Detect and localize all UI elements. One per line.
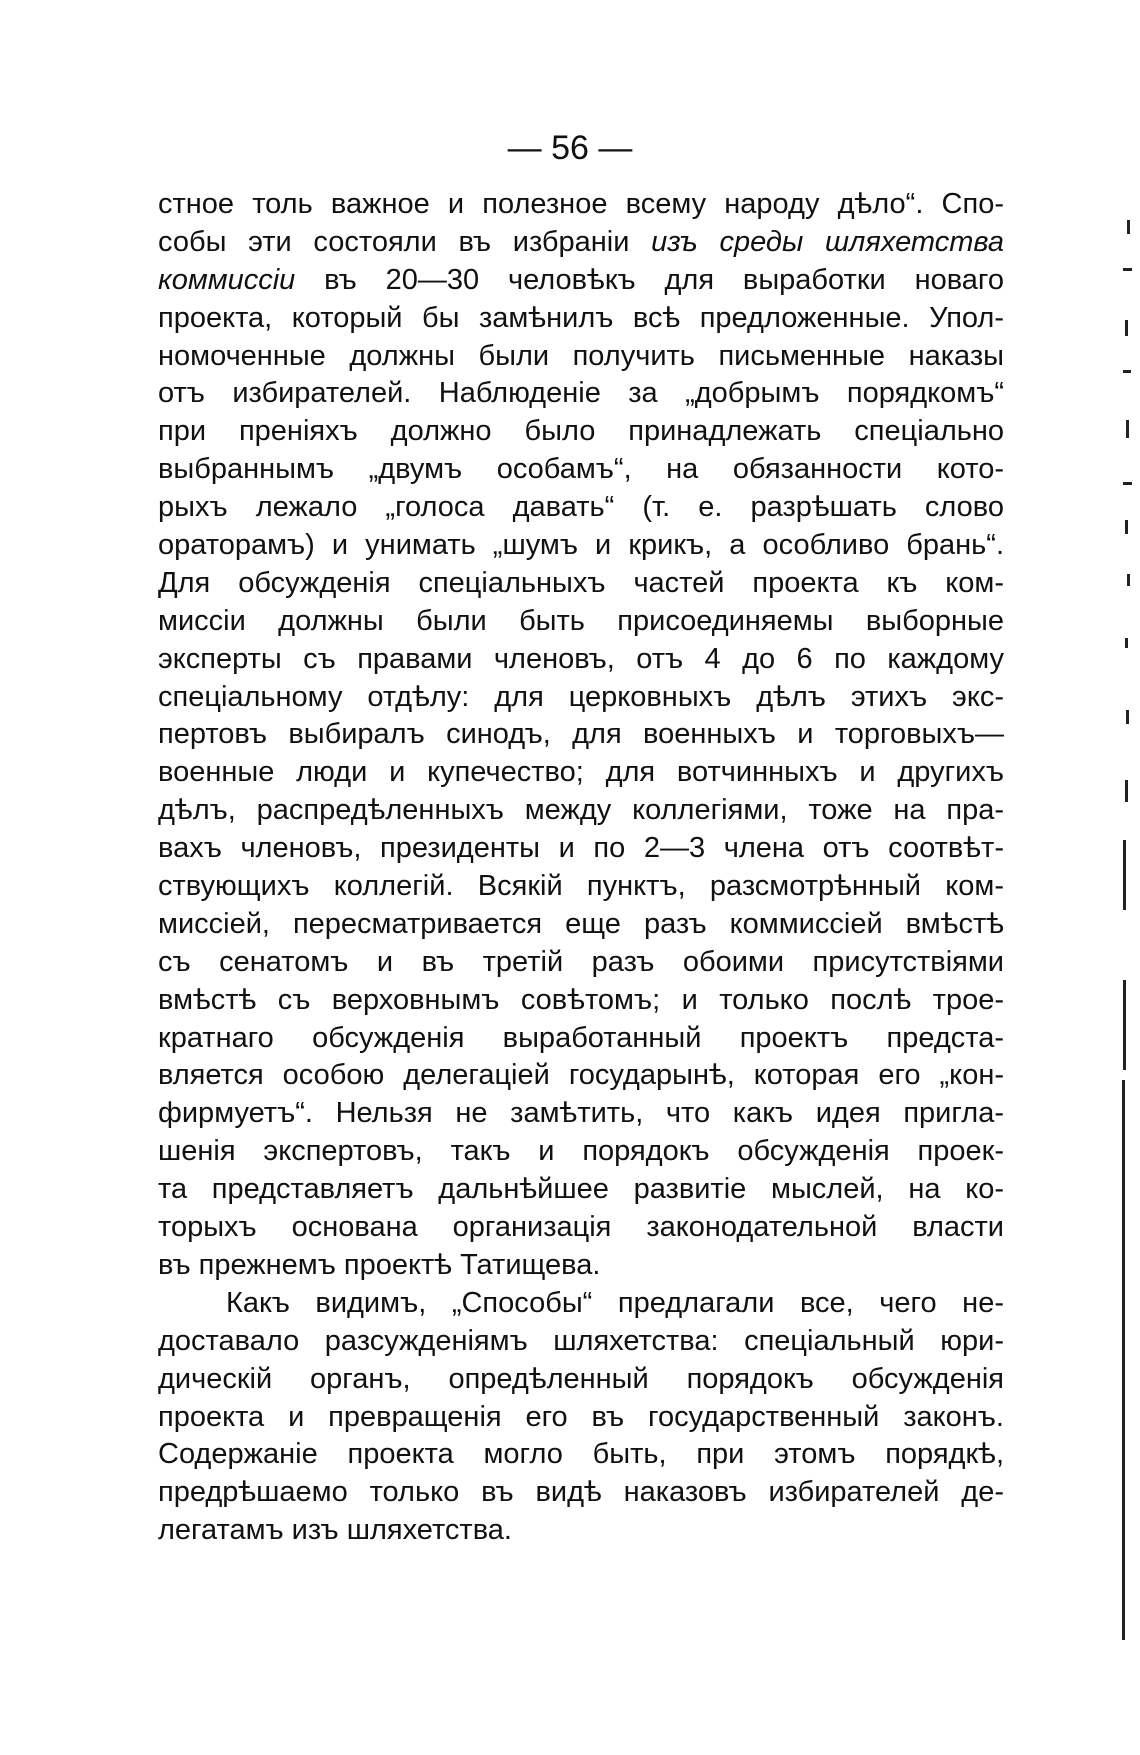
text-line: съ сенатомъ и въ третій разъ обоими присутствіями (158, 945, 1004, 978)
text-line: рыхъ лежало „голоса давать“ (т. е. разрѣшать слово (158, 491, 1004, 524)
adjacent-page-edge (1108, 220, 1134, 1640)
body-text (158, 186, 1004, 1550)
text-line: дическій органъ, опредѣленный порядокъ обсужденія (158, 1362, 1004, 1395)
text-span: въ 20—30 человѣкъ для выработки новаго (295, 263, 1004, 296)
text-line: Какъ видимъ, „Способы“ предлагали все, чего не- (226, 1286, 1004, 1319)
italic-text: коммиссіи (158, 263, 296, 296)
text-line: Содержаніе проекта могло быть, при этомъ порядкѣ, (158, 1438, 1004, 1471)
text-line: вмѣстѣ съ верховнымъ совѣтомъ; и только послѣ трое- (158, 983, 1004, 1016)
page-number: — 56 — (507, 129, 633, 167)
text-line: вахъ членовъ, президенты и по 2—3 члена отъ соотвѣт- (158, 832, 1004, 865)
text-span: собы эти состояли въ избраніи (158, 225, 652, 258)
text-line: при преніяхъ должно было принадлежать спеціально (158, 415, 1004, 448)
text-line: выбраннымъ „двумъ особамъ“, на обязанности кото- (158, 453, 1004, 486)
text-line (158, 262, 1004, 300)
text-line: кратнаго обсужденія выработанный проектъ предста- (158, 1021, 1004, 1054)
text-line: въ прежнемъ проектѣ Татищева. (158, 1248, 601, 1281)
text-line: пертовъ выбиралъ синодъ, для военныхъ и торговыхъ— (158, 718, 1004, 751)
italic-text: изъ среды шляхетства (651, 225, 1004, 258)
text-line: торыхъ основана организація законодательной власти (158, 1211, 1004, 1244)
text-line: вляется особою делегаціей государынѣ, которая его „кон- (158, 1059, 1004, 1092)
text-line: доставало разсужденіямъ шляхетства: спеціальный юри- (158, 1324, 1004, 1357)
paragraph (158, 186, 1004, 1285)
text-line: миссіи должны были быть присоединяемы выборные (158, 604, 1004, 637)
text-line: шенія экспертовъ, такъ и порядокъ обсужденія проек- (158, 1135, 1004, 1168)
text-line: ораторамъ) и унимать „шумъ и крикъ, а особливо брань“. (158, 529, 1004, 562)
text-line: фирмуетъ“. Нельзя не замѣтить, что какъ идея пригла- (158, 1097, 1004, 1130)
text-line: проекта, который бы замѣнилъ всѣ предложенные. Упол- (158, 301, 1004, 334)
text-line: миссіей, пересматривается еще разъ коммиссіей вмѣстѣ (158, 907, 1004, 940)
text-line: номоченные должны были получить письменные наказы (158, 339, 1004, 372)
text-line: ствующихъ коллегій. Всякій пунктъ, разсмотрѣнный ком- (158, 870, 1004, 903)
text-line: военные люди и купечество; для вотчинныхъ и другихъ (158, 756, 1004, 789)
paragraph (158, 1285, 1004, 1550)
text-line: отъ избирателей. Наблюденіе за „добрымъ порядкомъ“ (158, 377, 1004, 410)
text-line: спеціальному отдѣлу: для церковныхъ дѣлъ этихъ экс- (158, 680, 1004, 713)
text-line: легатамъ изъ шляхетства. (158, 1514, 512, 1547)
text-line: стное толь важное и полезное всему народу дѣло“. Спо- (158, 188, 1004, 220)
text-line: предрѣшаемо только въ видѣ наказовъ избирателей де- (158, 1476, 1004, 1509)
text-line: та представляетъ дальнѣйшее развитіе мыслей, на ко- (158, 1173, 1004, 1206)
text-line: эксперты съ правами членовъ, отъ 4 до 6 по каждому (158, 642, 1004, 675)
text-line (158, 224, 1004, 262)
text-line: дѣлъ, распредѣленныхъ между коллегіями, тоже на пра- (158, 794, 1004, 827)
text-line: Для обсужденія спеціальныхъ частей проекта къ ком- (158, 566, 1004, 599)
text-line: проекта и превращенія его въ государственный законъ. (158, 1400, 1004, 1433)
